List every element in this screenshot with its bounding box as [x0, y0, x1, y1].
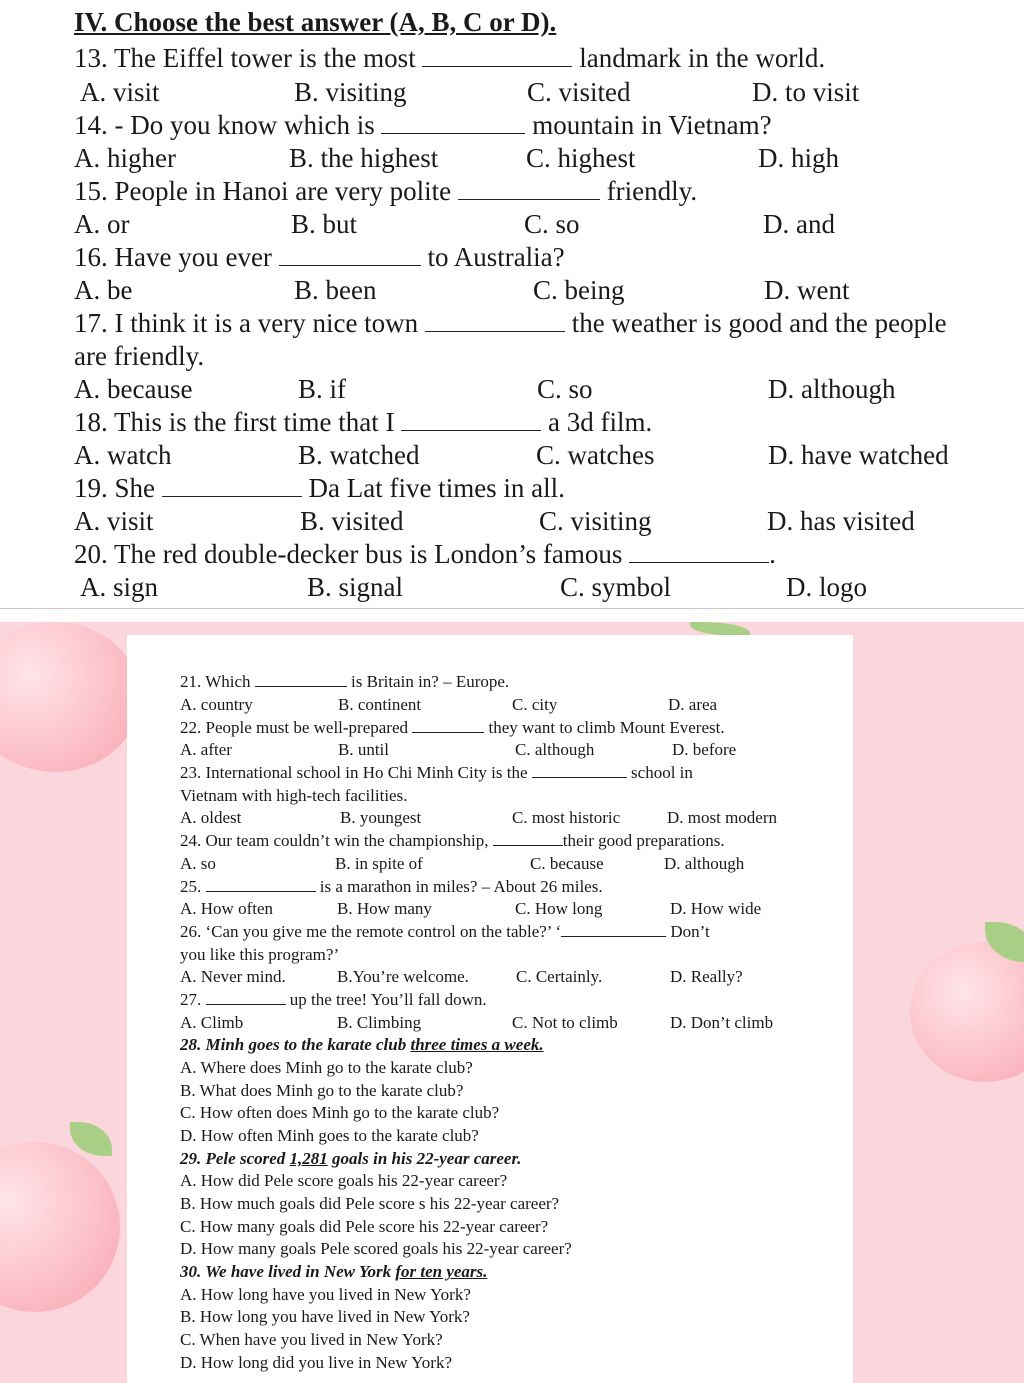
q22-option-c[interactable]: C. although: [515, 740, 595, 759]
q19-option-b[interactable]: B. visited: [300, 506, 404, 536]
q15-option-a[interactable]: A. or: [74, 209, 130, 239]
q28-option-c[interactable]: C. How often does Minh go to the karate club?: [180, 1103, 500, 1122]
worksheet-part-two: [127, 635, 853, 1383]
q20-stem-end: .: [769, 539, 776, 569]
q17-stem-start: 17. I think it is a very nice town: [74, 308, 419, 338]
q22-stem-start: 22. People must be well-prepared: [180, 718, 409, 737]
q20-blank[interactable]: [629, 540, 769, 563]
question-29: [180, 1148, 521, 1169]
q29-option-a[interactable]: A. How did Pele score goals his 22-year career?: [180, 1171, 508, 1190]
q26-stem-continued: you like this program?’: [180, 945, 340, 964]
q19-option-d[interactable]: D. has visited: [767, 506, 915, 536]
q16-blank[interactable]: [279, 243, 421, 266]
question-23: [180, 762, 693, 783]
q30-option-a[interactable]: A. How long have you lived in New York?: [180, 1285, 471, 1304]
q23-option-b[interactable]: B. youngest: [340, 808, 422, 827]
q15-blank[interactable]: [458, 177, 600, 200]
question-18: [74, 406, 652, 438]
question-30: [180, 1261, 487, 1282]
q25-option-c[interactable]: C. How long: [515, 899, 603, 918]
q15-option-d[interactable]: D. and: [763, 209, 835, 239]
worksheet-part-one: [0, 0, 1024, 610]
q18-option-d[interactable]: D. have watched: [768, 440, 949, 470]
q22-stem-end: they want to climb Mount Everest.: [488, 718, 725, 737]
q29-stem-start: 29. Pele scored: [180, 1149, 290, 1168]
q24-option-d[interactable]: D. although: [664, 854, 745, 873]
q21-option-c[interactable]: C. city: [512, 695, 558, 714]
q25-option-d[interactable]: D. How wide: [670, 899, 762, 918]
q14-stem-end: mountain in Vietnam?: [532, 110, 772, 140]
q17-option-c[interactable]: C. so: [537, 374, 593, 404]
q27-option-a[interactable]: A. Climb: [180, 1013, 244, 1032]
q26-option-c[interactable]: C. Certainly.: [516, 967, 603, 986]
q17-blank[interactable]: [425, 309, 565, 332]
q13-stem-end: landmark in the world.: [579, 43, 826, 73]
q30-option-b[interactable]: B. How long you have lived in New York?: [180, 1307, 470, 1326]
q17-option-d[interactable]: D. although: [768, 374, 896, 404]
q16-option-c[interactable]: C. being: [533, 275, 625, 305]
q21-option-a[interactable]: A. country: [180, 695, 253, 714]
q27-option-d[interactable]: D. Don’t climb: [670, 1013, 774, 1032]
q20-option-d[interactable]: D. logo: [786, 572, 867, 602]
q24-option-c[interactable]: C. because: [530, 854, 604, 873]
q19-option-c[interactable]: C. visiting: [539, 506, 652, 536]
q29-underlined-phrase: 1,281: [289, 1149, 328, 1168]
q14-option-c[interactable]: C. highest: [526, 143, 636, 173]
q18-stem-end: a 3d film.: [547, 407, 653, 437]
question-26: [180, 921, 710, 942]
q24-option-a[interactable]: A. so: [180, 854, 216, 873]
section-heading-text: IV. Choose the best answer (A, B, C or D).: [74, 7, 557, 37]
q22-blank[interactable]: [412, 718, 484, 733]
q30-stem: 30. We have lived in New York: [180, 1262, 396, 1281]
question-25: [180, 876, 603, 897]
q23-blank[interactable]: [532, 763, 627, 778]
q23-stem-end: school in: [631, 763, 693, 782]
q26-option-b[interactable]: B.You’re welcome.: [337, 967, 469, 986]
q20-stem-start: 20. The red double-decker bus is London’s famous: [74, 539, 623, 569]
q23-stem-continued: Vietnam with high-tech facilities.: [180, 786, 408, 805]
q27-stem-end: up the tree! You’ll fall down.: [289, 990, 487, 1009]
q13-option-d[interactable]: D. to visit: [752, 77, 860, 107]
q29-option-b[interactable]: B. How much goals did Pele score s his 22-year career?: [180, 1194, 560, 1213]
q30-underlined-phrase: for ten years.: [395, 1262, 488, 1281]
q22-option-b[interactable]: B. until: [338, 740, 390, 759]
q25-option-b[interactable]: B. How many: [337, 899, 432, 918]
question-17: [74, 307, 947, 339]
question-20: [74, 538, 776, 570]
question-14: [74, 109, 772, 141]
q29-option-d[interactable]: D. How many goals Pele scored goals his 22-year career?: [180, 1239, 572, 1258]
q16-option-b[interactable]: B. been: [294, 275, 377, 305]
peach-icon: [0, 1142, 120, 1312]
q17-stem-continued: are friendly.: [74, 341, 205, 371]
q17-option-a[interactable]: A. because: [74, 374, 193, 404]
q25-stem-start: 25.: [180, 877, 202, 896]
q18-blank[interactable]: [401, 408, 541, 431]
q29-option-c[interactable]: C. How many goals did Pele score his 22-year career?: [180, 1217, 549, 1236]
question-21: [180, 671, 509, 692]
q27-option-c[interactable]: C. Not to climb: [512, 1013, 618, 1032]
q24-stem-end: their good preparations.: [562, 831, 725, 850]
question-19: [74, 472, 565, 504]
q20-option-a[interactable]: A. sign: [80, 572, 159, 602]
q17-option-b[interactable]: B. if: [298, 374, 347, 404]
q18-stem-start: 18. This is the first time that I: [74, 407, 395, 437]
question-27: [180, 989, 487, 1010]
q27-blank[interactable]: [206, 990, 286, 1005]
q23-option-a[interactable]: A. oldest: [180, 808, 242, 827]
q18-option-b[interactable]: B. watched: [298, 440, 420, 470]
q21-stem-end: is Britain in? – Europe.: [351, 672, 510, 691]
q28-option-d[interactable]: D. How often Minh goes to the karate club?: [180, 1126, 479, 1145]
q19-option-a[interactable]: A. visit: [74, 506, 154, 536]
q28-option-b[interactable]: B. What does Minh go to the karate club?: [180, 1081, 464, 1100]
q19-stem-start: 19. She: [74, 473, 155, 503]
q13-option-a[interactable]: A. visit: [80, 77, 160, 107]
q23-option-d[interactable]: D. most modern: [667, 808, 778, 827]
q16-option-d[interactable]: D. went: [764, 275, 850, 305]
question-28: [180, 1034, 544, 1055]
q21-stem-start: 21. Which: [180, 672, 251, 691]
q14-option-b[interactable]: B. the highest: [289, 143, 439, 173]
q26-stem-end: Don’t: [670, 922, 710, 941]
q13-option-b[interactable]: B. visiting: [294, 77, 407, 107]
q26-option-d[interactable]: D. Really?: [670, 967, 743, 986]
q24-stem-start: 24. Our team couldn’t win the championship,: [180, 831, 489, 850]
q23-stem-start: 23. International school in Ho Chi Minh City is the: [180, 763, 528, 782]
section-heading: [74, 6, 556, 38]
question-15: [74, 175, 697, 207]
q14-stem-start: 14. - Do you know which is: [74, 110, 375, 140]
question-22: [180, 717, 725, 738]
q13-blank[interactable]: [422, 44, 572, 67]
q16-stem-start: 16. Have you ever: [74, 242, 272, 272]
q17-stem-end: the weather is good and the people: [571, 308, 947, 338]
q26-blank[interactable]: [561, 922, 666, 937]
q24-blank[interactable]: [493, 831, 563, 846]
q28-option-a[interactable]: A. Where does Minh go to the karate club?: [180, 1058, 473, 1077]
q22-option-a[interactable]: A. after: [180, 740, 232, 759]
q14-option-d[interactable]: D. high: [758, 143, 839, 173]
q30-option-c[interactable]: C. When have you lived in New York?: [180, 1330, 443, 1349]
q28-stem: 28. Minh goes to the karate club: [180, 1035, 411, 1054]
q16-option-a[interactable]: A. be: [74, 275, 133, 305]
question-24: [180, 830, 725, 851]
q15-stem-end: friendly.: [606, 176, 698, 206]
q19-blank[interactable]: [162, 474, 302, 497]
q14-blank[interactable]: [381, 111, 525, 134]
q13-option-c[interactable]: C. visited: [527, 77, 631, 107]
q27-option-b[interactable]: B. Climbing: [337, 1013, 422, 1032]
q20-option-c[interactable]: C. symbol: [560, 572, 672, 602]
question-13: [74, 42, 825, 74]
q15-stem-start: 15. People in Hanoi are very polite: [74, 176, 452, 206]
q16-stem-end: to Australia?: [427, 242, 565, 272]
q29-stem-end: goals in his 22-year career.: [327, 1149, 522, 1168]
q28-underlined-phrase: three times a week.: [410, 1035, 544, 1054]
leaf-icon: [70, 1122, 112, 1156]
q23-option-c[interactable]: C. most historic: [512, 808, 621, 827]
q20-option-b[interactable]: B. signal: [307, 572, 404, 602]
question-16: [74, 241, 565, 273]
q25-option-a[interactable]: A. How often: [180, 899, 274, 918]
q26-stem-start: 26. ‘Can you give me the remote control on the table?’ ‘: [180, 922, 562, 941]
leaf-icon: [690, 622, 750, 636]
q21-blank[interactable]: [255, 672, 347, 687]
peach-icon: [0, 622, 140, 772]
q18-option-a[interactable]: A. watch: [74, 440, 172, 470]
q26-option-a[interactable]: A. Never mind.: [180, 967, 286, 986]
q27-stem-start: 27.: [180, 990, 202, 1009]
q13-stem-start: 13. The Eiffel tower is the most: [74, 43, 416, 73]
q15-option-c[interactable]: C. so: [524, 209, 580, 239]
q14-option-a[interactable]: A. higher: [74, 143, 176, 173]
peach-icon: [910, 942, 1024, 1082]
q22-option-d[interactable]: D. before: [672, 740, 737, 759]
q18-option-c[interactable]: C. watches: [536, 440, 655, 470]
q30-option-d[interactable]: D. How long did you live in New York?: [180, 1353, 452, 1372]
q24-option-b[interactable]: B. in spite of: [335, 854, 423, 873]
q21-option-b[interactable]: B. continent: [338, 695, 422, 714]
q21-option-d[interactable]: D. area: [668, 695, 718, 714]
q15-option-b[interactable]: B. but: [291, 209, 358, 239]
q19-stem-end: Da Lat five times in all.: [308, 473, 565, 503]
q25-blank[interactable]: [206, 877, 316, 892]
q25-stem-end: is a marathon in miles? – About 26 miles.: [319, 877, 603, 896]
page-divider: [0, 608, 1024, 609]
